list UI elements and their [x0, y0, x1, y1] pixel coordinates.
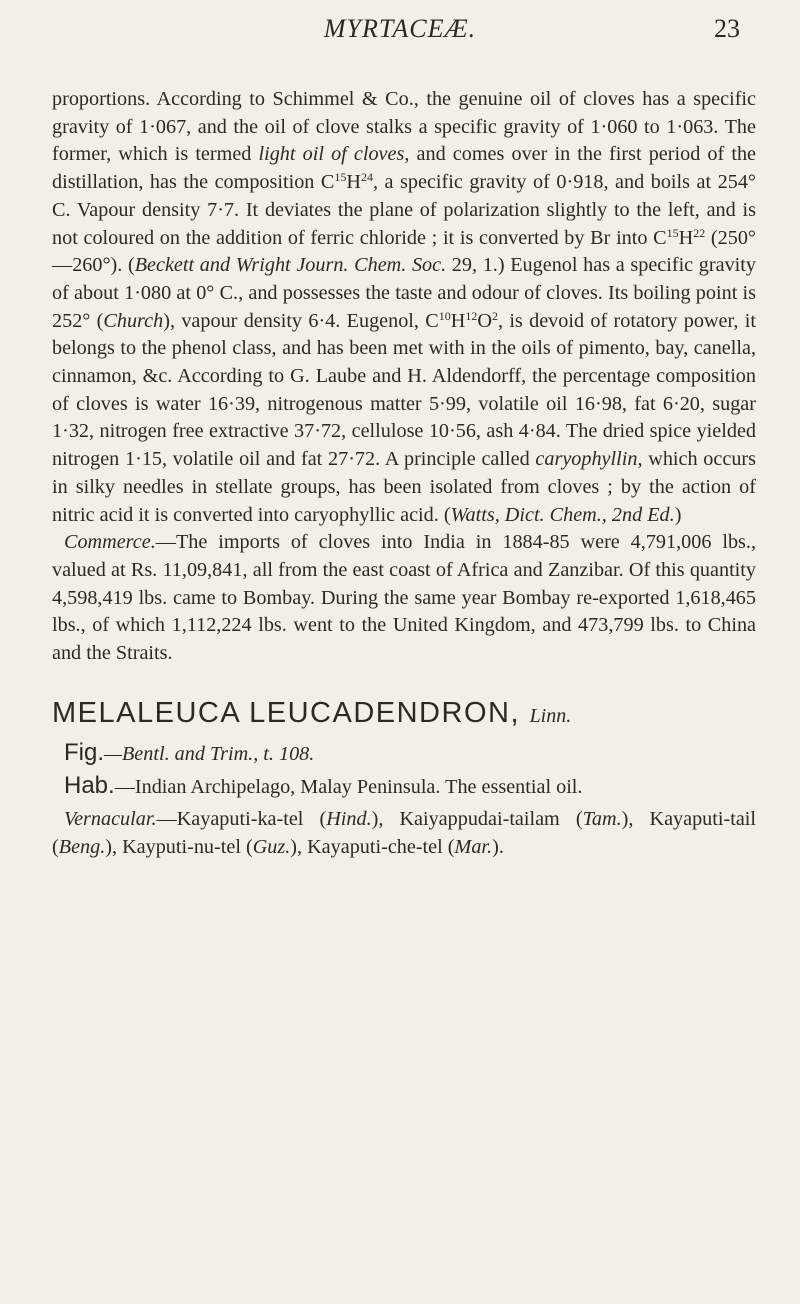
formula-index: 12 — [465, 308, 478, 323]
section-label: Commerce. — [64, 531, 156, 554]
text-run: , and comes over in the first period of the distillation, has the composition C — [52, 143, 757, 194]
text-run: ), Kaiyappudai-tailam ( — [371, 808, 583, 831]
section-label: Fig. — [64, 738, 105, 766]
paragraph-habitat — [52, 772, 756, 802]
plant-name: MELALEUCA LEUCADENDRON, — [52, 696, 520, 729]
language-abbrev: Hind. — [326, 808, 372, 831]
citation: Beckett and Wright Journ. Chem. Soc. — [134, 254, 447, 277]
paragraph-vernacular — [52, 806, 756, 861]
text-run: proportions. According to Schimmel & Co., the genuine oil of cloves has a specific gravity of 1·067, and the oil of clove stalks a specific gravity of 1·060 to 1·063. The former, which is termed — [52, 88, 756, 166]
plant-author: Linn. — [529, 704, 572, 727]
text-run: ). — [492, 835, 504, 858]
text-run: O — [477, 309, 492, 332]
language-abbrev: Beng. — [58, 835, 106, 858]
formula-index: 15 — [666, 225, 679, 240]
italic-term: caryophyllin — [535, 448, 638, 471]
language-abbrev: Mar. — [454, 835, 493, 858]
formula-index: 10 — [438, 308, 451, 323]
plant-heading — [52, 696, 756, 733]
text-run: ) — [674, 503, 682, 526]
section-label: Vernacular. — [64, 808, 157, 831]
text-run: ), Kayaputi-tail ( — [52, 808, 756, 858]
text-run: , which occurs in silky needles in stellate groups, has been isolated from cloves ; by the action of nitric acid it is converted into caryophyllic acid. ( — [52, 448, 756, 526]
text-run: , a specific gravity of 0·918, and boils at 254° C. Vapour density 7·7. It deviates the plane of polarization slightly to the left, and is not coloured on the addition of ferric chloride ; it is converted by Br into C — [52, 171, 756, 249]
formula-index: 22 — [693, 225, 706, 240]
italic-term: light oil of cloves — [258, 143, 405, 166]
formula-index: 24 — [360, 170, 373, 185]
paragraph-oil-of-cloves — [52, 86, 756, 529]
text-run: —Kayaputi-ka-tel ( — [156, 808, 327, 831]
paragraph-commerce — [52, 529, 756, 668]
text-run: —The imports of cloves into India in 1884-85 were 4,791,006 lbs., valued at Rs. 11,09,841, all from the east coast of Africa and Zanzibar. Of this quantity 4,598,419 lbs. came to Bombay. During the same year Bombay re-exported 1,618,465 lbs., of which 1,112,224 lbs. went to the United Kingdom, and 473,799 lbs. to China and the Straits. — [52, 531, 756, 665]
text-run: H — [450, 309, 466, 332]
formula-index: 15 — [334, 170, 347, 185]
page-number: 23 — [714, 14, 740, 43]
text-run: ), vapour density 6·4. Eugenol, C — [163, 309, 439, 332]
text-run: —Indian Archipelago, Malay Peninsula. The essential oil. — [114, 776, 583, 799]
text-run: H — [346, 171, 361, 194]
page-body — [52, 86, 756, 862]
text-run: , is devoid of rotatory power, it belongs to the phenol class, and has been met with in the oils of pimento, bay, canella, cinnamon, &c. According to G. Laube and H. Aldendorff, the percentage composition of cloves is water 16·39, nitrogenous matter 5·99, volatile oil 16·98, fat 6·20, sugar 1·32, nitrogen free extractive 37·72, cellulose 10·56, ash 4·84. The dried spice yielded nitrogen 1·15, volatile oil and fat 27·72. A principle called — [52, 309, 756, 471]
citation: —Bentl. and Trim., t. 108. — [104, 742, 315, 765]
page-header — [0, 14, 800, 46]
running-head: MYRTACEÆ. — [323, 14, 477, 43]
text-run: ), Kayaputi-che-tel ( — [290, 835, 455, 858]
text-run: H — [678, 226, 694, 249]
text-run: (250°—260°). ( — [52, 226, 757, 277]
language-abbrev: Guz. — [252, 835, 291, 858]
citation: Church — [103, 309, 164, 332]
text-run: ), Kayputi-nu-tel ( — [105, 835, 253, 858]
language-abbrev: Tam. — [582, 808, 622, 831]
formula-index: 2 — [491, 308, 498, 323]
section-label: Hab. — [64, 772, 115, 800]
text-run: 29, 1.) Eugenol has a specific gravity of about 1·080 at 0° C., and possesses the taste and odour of cloves. Its boiling point is 252° ( — [52, 254, 756, 332]
citation: Watts, Dict. Chem., 2nd Ed. — [450, 503, 675, 526]
paragraph-fig — [52, 739, 756, 769]
